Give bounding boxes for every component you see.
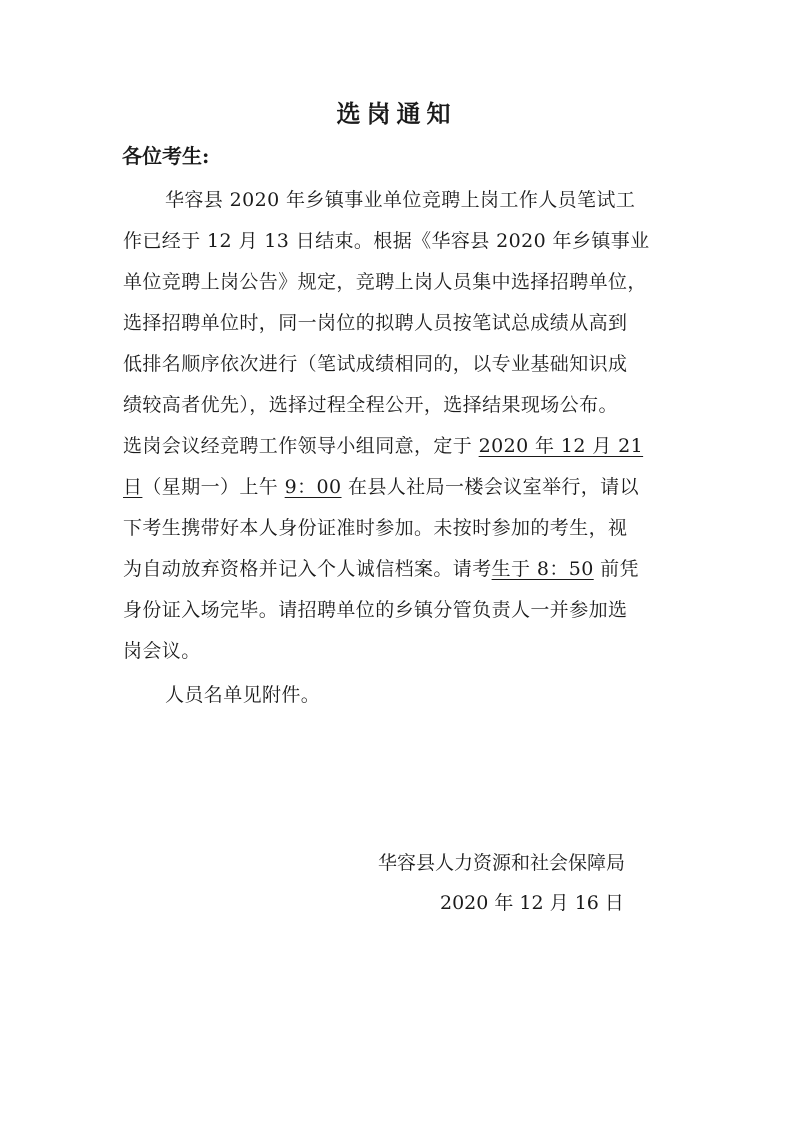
body-line-7-text: 选岗会议经竞聘工作领导小组同意，定于 [123,435,479,457]
meeting-date: 2020 年 12 月 21 [478,435,644,457]
body-line-10-text: 为自动放弃资格并记入个人诚信档案。请考 [123,558,492,580]
body-line-10 [123,554,639,584]
body-line-7 [123,431,643,461]
body-line-12: 岗会议。 [123,640,201,662]
meeting-time: 9：00 [284,476,342,498]
attachment-note: 人员名单见附件。 [165,684,321,706]
body-line-8-text: 在县人社局一楼会议室举行，请以 [341,476,639,498]
salutation: 各位考生: [122,144,210,168]
body-line-4: 选择招聘单位时，同一岗位的拟聘人员按笔试总成绩从高到 [123,312,628,334]
signature-date: 2020 年 12 月 16 日 [440,892,624,914]
arrival-time: 生于 8：50 [491,558,594,580]
document-title: 选岗通知 [336,99,457,128]
body-line-9: 下考生携带好本人身份证准时参加。未按时参加的考生，视 [123,517,628,539]
body-line-2: 作已经于 12 月 13 日结束。根据《华容县 2020 年乡镇事业 [123,230,650,252]
body-line-1: 华容县 2020 年乡镇事业单位竞聘上岗工作人员笔试工 [165,189,636,211]
body-line-5: 低排名顺序依次进行（笔试成绩相同的，以专业基础知识成 [123,353,628,375]
body-line-10-end: 前凭 [593,558,639,580]
body-line-8-weekday: （星期一）上午 [142,476,285,498]
body-line-11: 身份证入场完毕。请招聘单位的乡镇分管负责人一并参加选 [123,599,628,621]
body-line-6: 绩较高者优先），选择过程全程公开，选择结果现场公布。 [123,394,618,416]
body-line-8 [123,472,639,502]
meeting-date-end: 日 [123,476,143,498]
signature-organization: 华容县人力资源和社会保障局 [378,852,626,874]
body-line-3: 单位竞聘上岗公告》规定，竞聘上岗人员集中选择招聘单位， [123,271,647,293]
